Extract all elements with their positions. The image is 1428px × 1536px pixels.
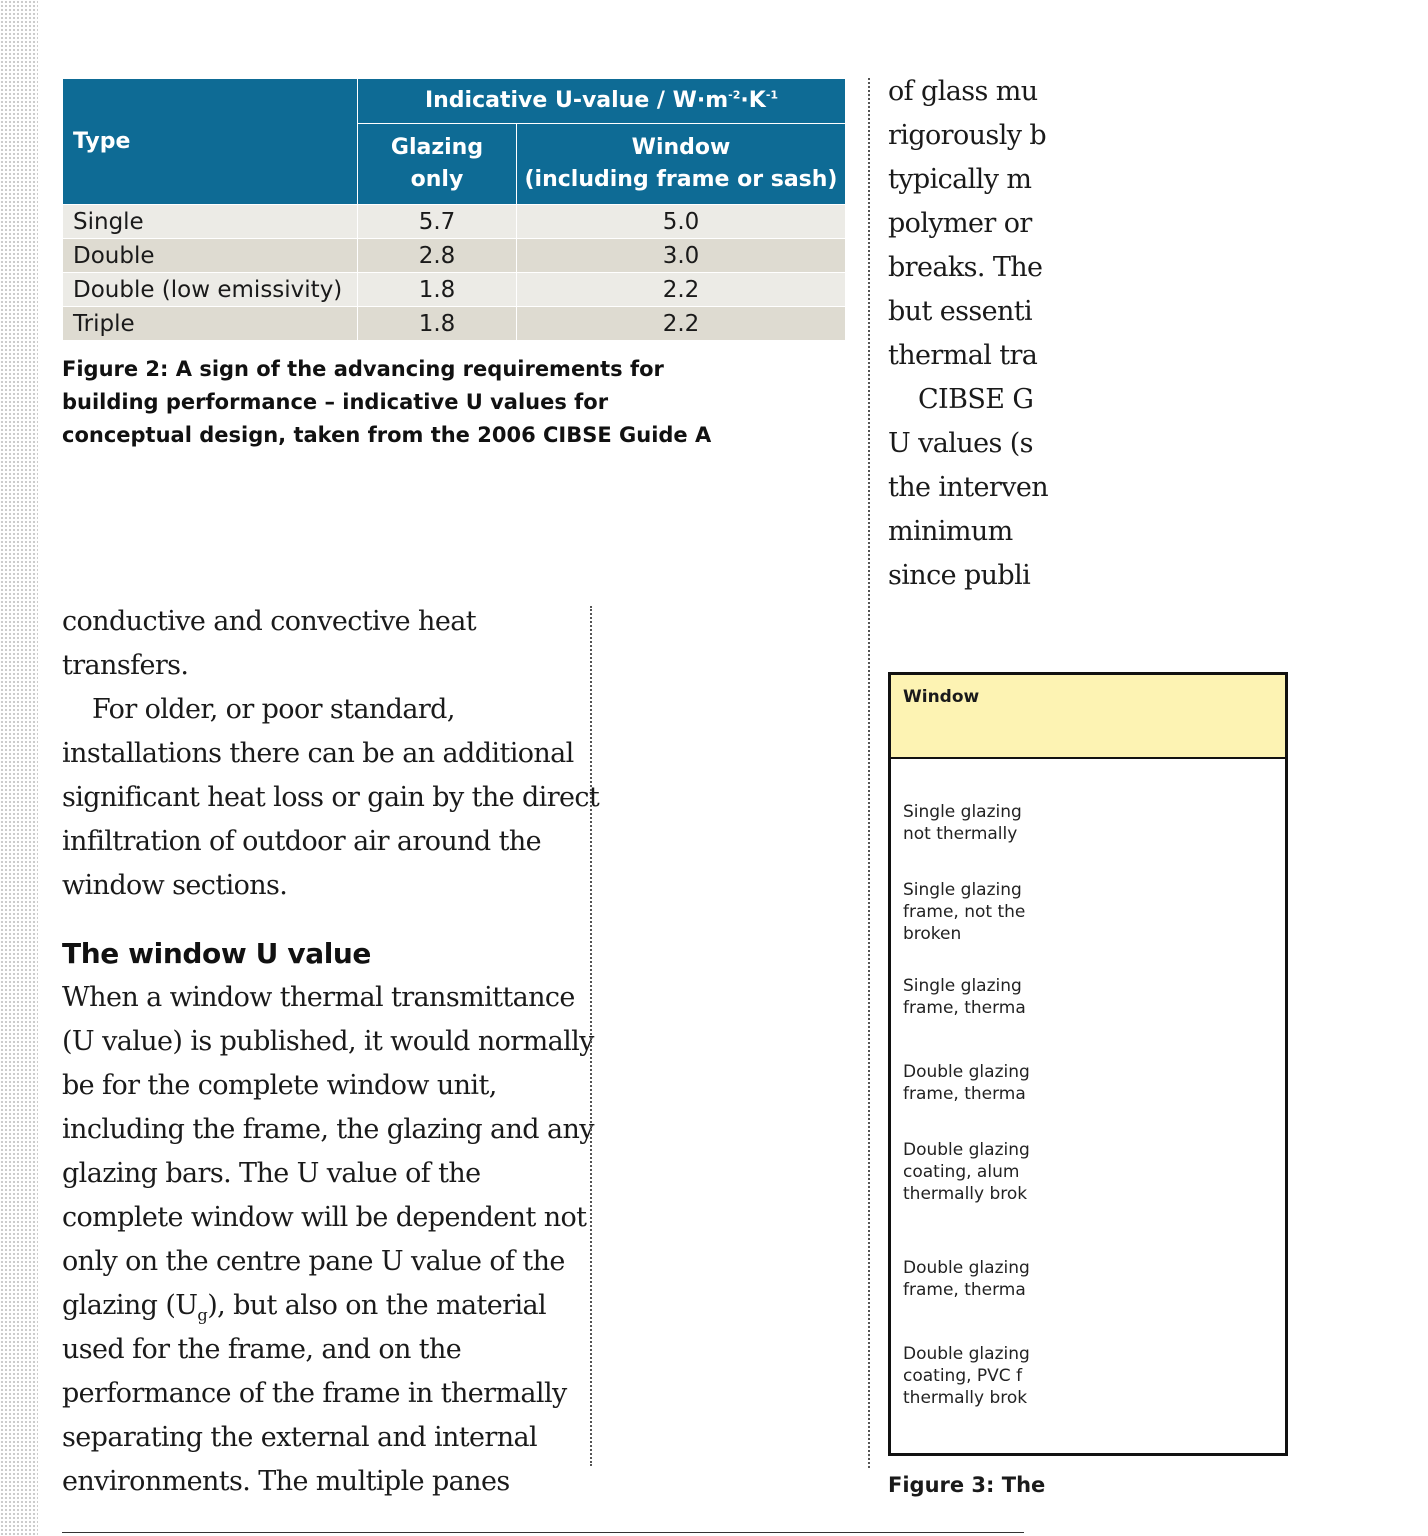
cell-type: Triple	[63, 307, 358, 341]
column-divider	[868, 78, 870, 1468]
paragraph: When a window thermal transmittance (U value) is published, it would normally be for the complete window unit, including the frame, the glazing and any glazing bars. The U value of the complete window will be dependent not only on the centre pane U value of the glazing $(U_g)$, but also on the material used for the frame, and on the performance of the frame in thermally separating the external and internal environments. The multiple panes	[62, 982, 594, 1497]
cell-glazing: 1.8	[358, 273, 517, 307]
header-window: Window (including frame or sash)	[517, 124, 846, 205]
text-line: CIBSE G	[918, 384, 1034, 415]
figure-3-table	[888, 672, 1288, 1456]
text-line: the interven	[888, 472, 1048, 503]
paragraph: For older, or poor standard, installations there can be an additional significant heat loss or gain by the direct infiltration of outdoor air around the window sections.	[62, 694, 600, 901]
page-bottom-rule	[62, 1532, 1024, 1533]
section-heading: The window U value	[62, 937, 372, 970]
header-type: Type	[63, 79, 358, 205]
figure-3-row: Single glazing frame, not the broken	[903, 880, 1026, 944]
figure-3-row: Single glazing frame, therma	[903, 976, 1026, 1018]
right-text-column	[888, 70, 1048, 600]
figure-3-row: Double glazing frame, therma	[903, 1258, 1030, 1300]
cell-type: Single	[63, 205, 358, 239]
cell-type: Double (low emissivity)	[63, 273, 358, 307]
table-row	[63, 205, 846, 239]
figure-3-row: Double glazing coating, PVC f thermally brok	[903, 1344, 1030, 1408]
page-margin-pattern	[0, 0, 38, 1536]
cell-glazing: 2.8	[358, 239, 517, 273]
cell-window: 5.0	[517, 205, 846, 239]
figure-3-header: Window	[891, 675, 1285, 759]
figure-3	[888, 672, 1030, 1472]
main-text-column	[62, 600, 602, 1504]
text-line: thermal tra	[888, 340, 1038, 371]
header-glazing-only: Glazing only	[358, 124, 517, 205]
text-line: U values (s	[888, 428, 1033, 459]
text-line: but essenti	[888, 296, 1033, 327]
cell-type: Double	[63, 239, 358, 273]
text-line: rigorously b	[888, 120, 1047, 151]
table-row	[63, 273, 846, 307]
figure-3-row: Double glazing coating, alum thermally brok	[903, 1140, 1030, 1204]
cell-window: 2.2	[517, 307, 846, 341]
table-row	[63, 239, 846, 273]
text-line: polymer or	[888, 208, 1032, 239]
cell-glazing: 5.7	[358, 205, 517, 239]
paragraph: conductive and convective heat transfers.	[62, 606, 476, 681]
u-value-table	[62, 78, 846, 341]
figure-3-row: Single glazing not thermally	[903, 802, 1022, 844]
text-line: of glass mu	[888, 76, 1038, 107]
header-u-value: Indicative U-value / $W\cdot m^{-2}\cdot K^{-1}$	[358, 79, 846, 124]
figure-2-caption: Figure 2: A sign of the advancing requirements for building performance – indicative U values for conceptual design, taken from the 2006 CIBSE Guide A	[62, 357, 712, 447]
cell-glazing: 1.8	[358, 307, 517, 341]
column-divider	[590, 606, 592, 1466]
cell-window: 3.0	[517, 239, 846, 273]
figure-2	[62, 78, 846, 452]
text-line: minimum	[888, 516, 1013, 547]
figure-3-row: Double glazing frame, therma	[903, 1062, 1030, 1104]
figure-3-caption: Figure 3: The	[888, 1473, 1046, 1497]
text-line: since publi	[888, 560, 1031, 591]
cell-window: 2.2	[517, 273, 846, 307]
table-row	[63, 307, 846, 341]
text-line: breaks. The	[888, 252, 1043, 283]
text-line: typically m	[888, 164, 1032, 195]
